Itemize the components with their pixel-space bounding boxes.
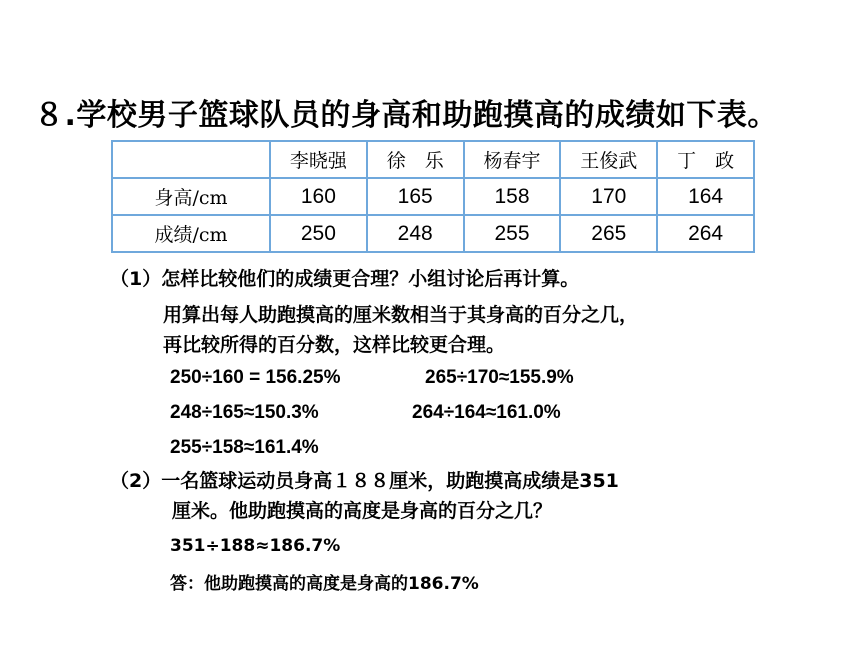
table-cell: 248 [367, 215, 464, 252]
q2-question-line2: 厘米。他助跑摸高的高度是身高的百分之几？ [172, 500, 553, 522]
table-header-cell [112, 141, 270, 178]
table-header-cell: 杨春宇 [464, 141, 561, 178]
q1-explanation-line1: 用算出每人助跑摸高的厘米数相当于其身高的百分之几， [163, 304, 639, 326]
calc-line: 265÷170≈155.9% [425, 367, 574, 388]
score-table [111, 140, 755, 253]
table-row [112, 178, 754, 215]
table-cell: 170 [560, 178, 657, 215]
q1-explanation-line2: 再比较所得的百分数，这样比较更合理。 [163, 334, 506, 356]
q2-question-line1: （2）一名篮球运动员身高１８８厘米，助跑摸高成绩是351 [110, 470, 619, 492]
table-header-cell: 李晓强 [270, 141, 367, 178]
table-cell: 255 [464, 215, 561, 252]
calc-line: 264÷164≈161.0% [412, 402, 561, 423]
table-cell: 158 [464, 178, 561, 215]
table-cell: 165 [367, 178, 464, 215]
table-header-row [112, 141, 754, 178]
row-label: 成绩/cm [112, 215, 270, 252]
calc-line: 248÷165≈150.3% [170, 402, 319, 423]
table-cell: 250 [270, 215, 367, 252]
table-header-cell: 徐 乐 [367, 141, 464, 178]
row-label: 身高/cm [112, 178, 270, 215]
table-row [112, 215, 754, 252]
table-header-cell: 丁 政 [657, 141, 754, 178]
table-cell: 160 [270, 178, 367, 215]
q2-answer: 答：他助跑摸高的高度是身高的186.7% [170, 574, 479, 594]
calc-line: 255÷158≈161.4% [170, 437, 319, 458]
calc-line: 250÷160 = 156.25% [170, 367, 341, 388]
table-header-cell: 王俊武 [560, 141, 657, 178]
table-cell: 264 [657, 215, 754, 252]
q1-question: （1）怎样比较他们的成绩更合理？小组讨论后再计算。 [110, 268, 580, 290]
q2-calc: 351÷188≈186.7% [170, 536, 341, 556]
table-cell: 164 [657, 178, 754, 215]
page-title: ８.学校男子篮球队员的身高和助跑摸高的成绩如下表。 [34, 98, 778, 133]
table-cell: 265 [560, 215, 657, 252]
